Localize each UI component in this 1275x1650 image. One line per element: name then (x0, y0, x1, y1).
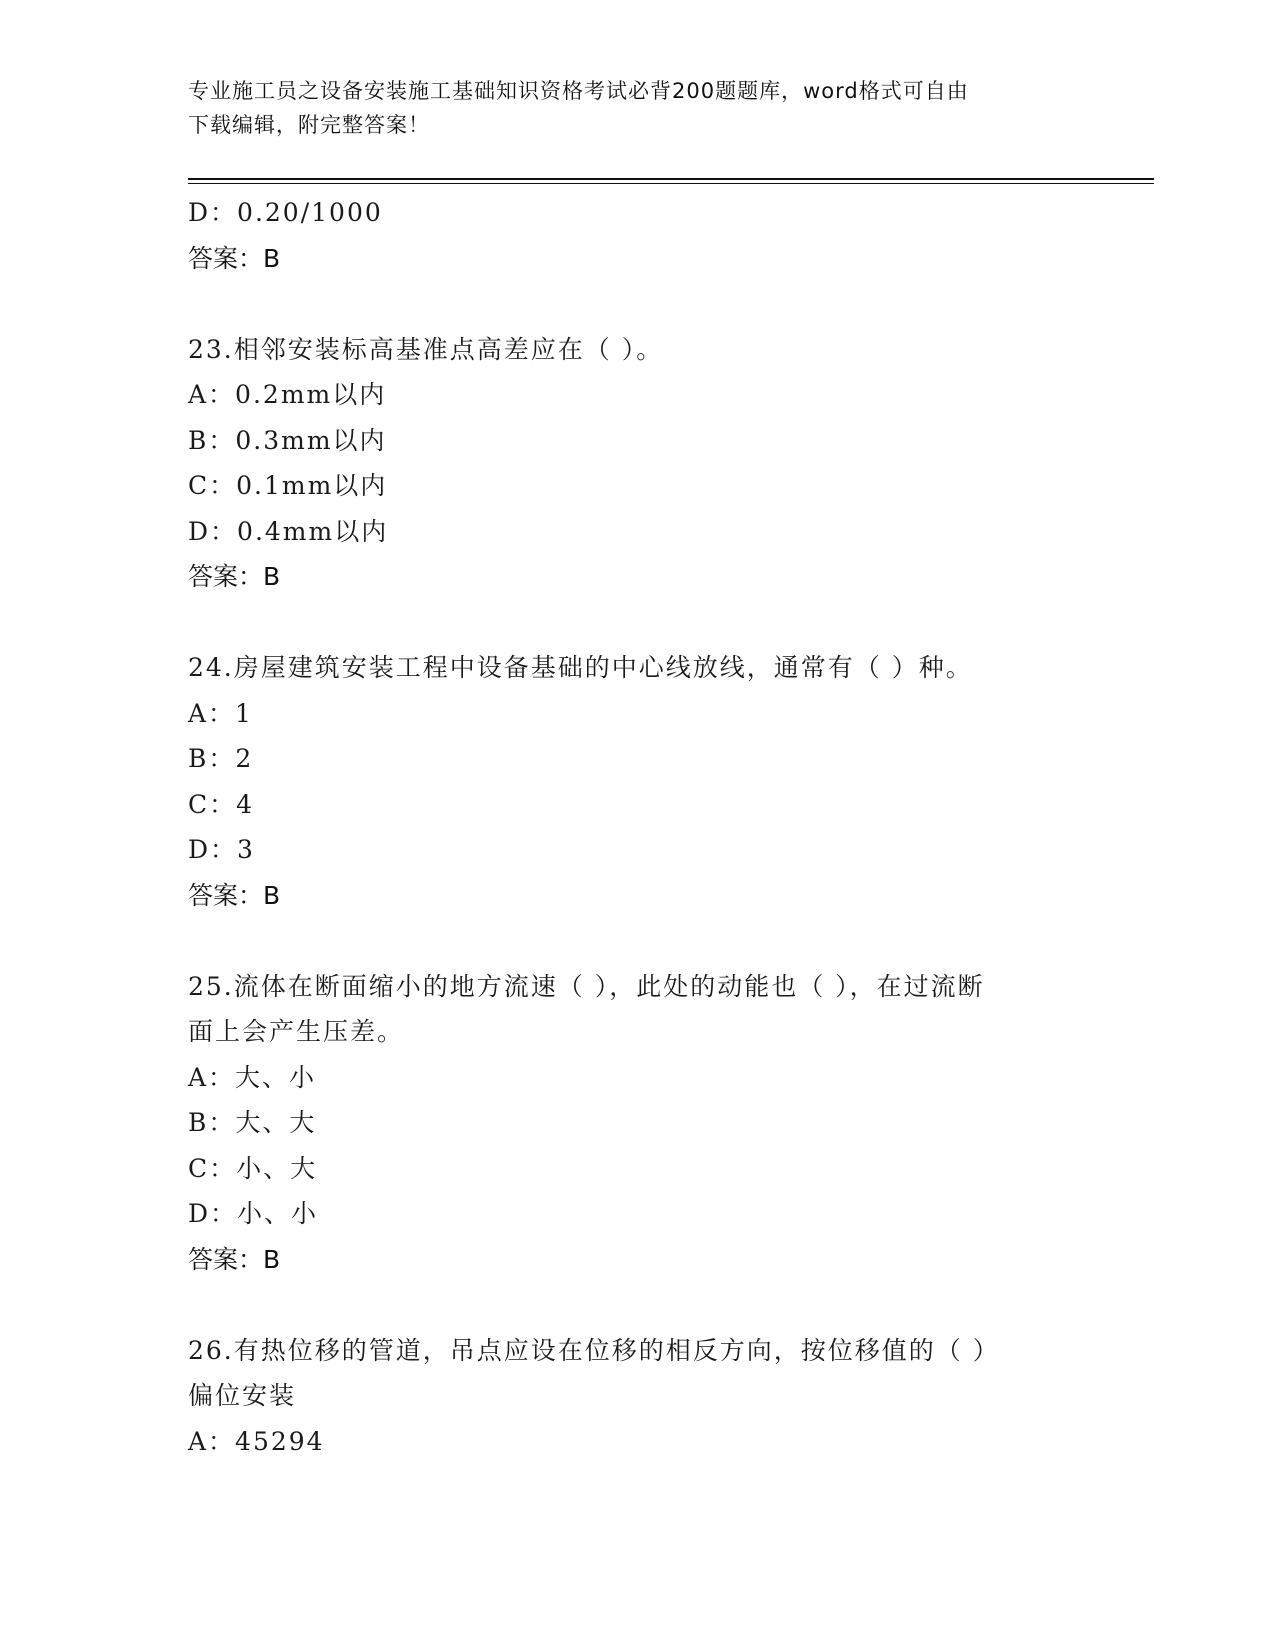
option-d: D：0.20/1000 (188, 198, 383, 227)
option-b: B：2 (188, 744, 254, 773)
answer: 答案：B (188, 562, 281, 591)
header-divider-thin (188, 183, 1154, 184)
question-22-tail (188, 190, 1088, 281)
question-list (188, 190, 1088, 1464)
document-header (188, 74, 1088, 142)
header-title-line-1: 专业施工员之设备安装施工基础知识资格考试必背200题题库，word格式可自由 (188, 79, 969, 103)
option-b: B：大、大 (188, 1108, 317, 1137)
question-text-line-1: 25.流体在断面缩小的地方流速（ ），此处的动能也（ ），在过流断 (188, 971, 985, 1001)
answer: 答案：B (188, 243, 281, 273)
option-d: D：3 (188, 835, 255, 864)
header-title-line-2: 下载编辑，附完整答案！ (188, 113, 430, 137)
option-d: D：小、小 (188, 1199, 319, 1228)
option-b: B：0.3mm以内 (188, 425, 387, 455)
option-d: D：0.4mm以内 (188, 516, 389, 546)
question-26 (188, 1328, 1088, 1465)
answer: 答案：B (188, 1244, 281, 1274)
option-c: C：4 (188, 789, 255, 819)
question-text-line-2: 面上会产生压差。 (188, 1017, 405, 1046)
option-a: A：45294 (188, 1426, 325, 1456)
option-c: C：0.1mm以内 (188, 471, 388, 500)
option-c: C：小、大 (188, 1153, 318, 1183)
option-a: A：0.2mm以内 (188, 380, 387, 409)
question-25 (188, 964, 1088, 1283)
question-24 (188, 645, 1088, 918)
option-a: A：1 (188, 698, 253, 728)
question-text: 23.相邻安装标高基准点高差应在（ ）。 (188, 334, 664, 364)
question-text: 24.房屋建筑安装工程中设备基础的中心线放线，通常有（ ）种。 (188, 653, 973, 682)
answer: 答案：B (188, 880, 281, 910)
question-text-line-1: 26.有热位移的管道，吊点应设在位移的相反方向，按位移值的（ ） (188, 1335, 1000, 1365)
option-a: A：大、小 (188, 1062, 317, 1092)
question-23 (188, 327, 1088, 600)
question-text-line-2: 偏位安装 (188, 1381, 297, 1410)
header-divider-thick (188, 178, 1154, 180)
